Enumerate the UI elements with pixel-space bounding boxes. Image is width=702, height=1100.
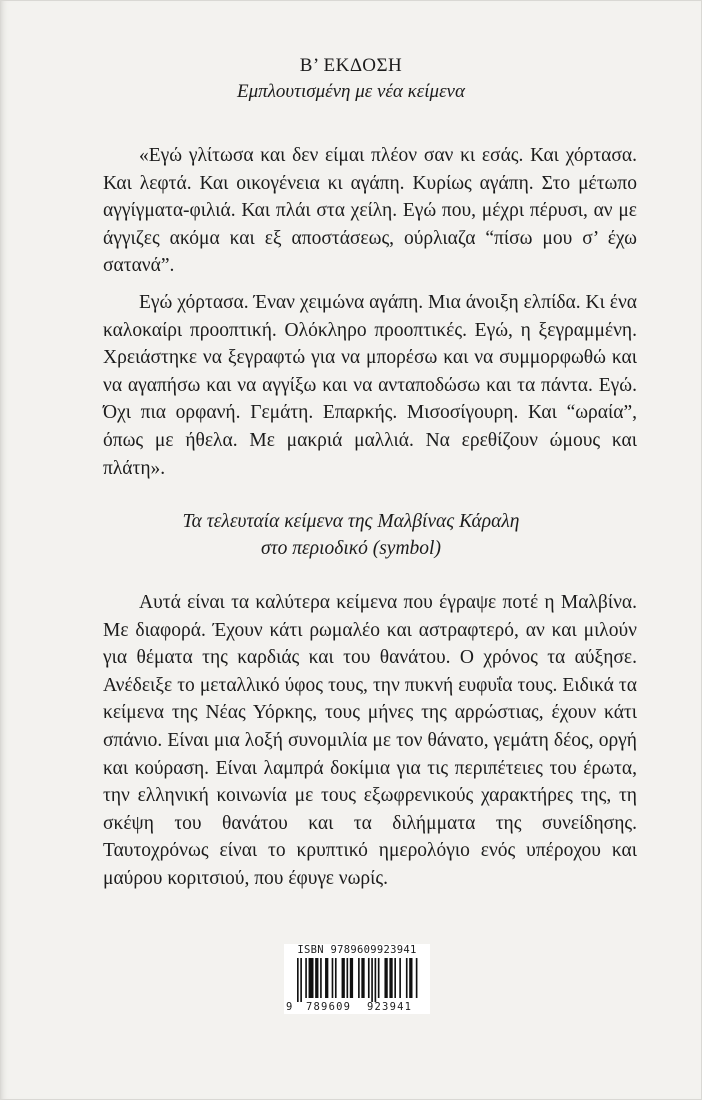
barcode-bar [416, 958, 418, 998]
barcode-bar [320, 958, 322, 998]
barcode-bars [287, 958, 427, 1002]
description-paragraph: Αυτά είναι τα καλύτερα κείμενα που έγραψε ποτέ η Μαλβίνα. Με διαφορά. Έχουν κάτι ρωμαλέο και αστραφτερό, αν και μιλούν για θέματα της καρδιάς και του θανάτου. Ο χρόνος τα αύξησε. Ανέδειξε το μεταλλικό ύφος τους, την πυκνή ευφυΐα τους. Ειδικά τα κείμενα της Νέας Υόρκης, τους μήνες της αρρώστιας, έχουν κάτι σπάνιο. Είναι μια λοξή συνομιλία με τον θάνατο, γεμάτη δέος, οργή και κούραση. Είναι λαμπρά δοκίμια για τις περιπέτειες του έρωτα, την ελληνική κοινωνία με τους εξωφρενικούς χαρακτήρες της, τη σκέψη του θανάτου και τα διλήμματα της συνείδησης. Ταυτοχρόνως είναι το κρυπτικό ημερολόγιο ενός υπέροχου και μαύρου κοριτσιού, που έφυγε νωρίς. [103, 592, 637, 889]
barcode-bar [361, 958, 364, 998]
barcode-bar [368, 958, 370, 998]
barcode-bar [315, 958, 318, 998]
isbn-barcode [284, 944, 430, 1014]
book-description [103, 589, 637, 893]
barcode-bar [389, 958, 392, 998]
barcode-bar [297, 958, 299, 1002]
barcode-bar [309, 958, 314, 998]
barcode-digit-first: 9 [286, 1001, 294, 1013]
barcode-bar [394, 958, 396, 998]
isbn-label: ISBN 9789609923941 [297, 944, 417, 956]
barcode-digits-right: 923941 [367, 1001, 413, 1013]
barcode-bar [371, 958, 373, 1002]
edition-header [0, 53, 702, 105]
barcode-digits-left: 789609 [306, 1001, 352, 1013]
section-heading-line-1: Τα τελευταία κείμενα της Μαλβίνας Κάραλη [182, 511, 520, 532]
edition-subtitle: Εμπλουτισμένη με νέα κείμενα [237, 81, 465, 102]
barcode-bar [332, 958, 334, 998]
quote-paragraph-1: «Εγώ γλίτωσα και δεν είμαι πλέον σαν κι εσάς. Και χόρτασα. Και λεφτά. Και οικογένεια κι αγάπη. Κυρίως αγάπη. Στο μέτωπο αγγίγματα-φιλιά. Και πλάι στα χείλη. Εγώ που, μέχρι πέρυσι, αν με άγγιζες ακόμα και εξ αποστάσεως, ούρλιαζα “πίσω μου σ’ έχω σατανά”. [103, 145, 637, 277]
barcode-bar [399, 958, 401, 998]
barcode-bar [375, 958, 377, 1002]
barcode-bar [325, 958, 328, 998]
barcode-bar [409, 958, 412, 998]
barcode-bar [342, 958, 345, 998]
barcode-bar [358, 958, 360, 998]
barcode-bar [406, 958, 408, 998]
barcode-bar [305, 958, 307, 998]
barcode-bar [350, 958, 353, 998]
quote-paragraph-2: Εγώ χόρτασα. Έναν χειμώνα αγάπη. Μια άνοιξη ελπίδα. Κι ένα καλοκαίρι προοπτική. Ολόκληρο προοπτικές. Εγώ, η ξεγραμμένη. Χρειάστηκε να ξεγραφτώ για να μπορέσω και να συμμορφωθώ και να αγαπήσω και να αγγίξω και να ανταποδώσω και τα πάντα. Εγώ. Όχι πια ορφανή. Γεμάτη. Επαρκής. Μισοσίγουρη. Και “ωραία”, όπως με ήθελα. Με μακριά μαλλιά. Να ερεθίζουν ώμους και πλάτη». [103, 291, 637, 479]
section-heading-line-2: στο περιοδικό (symbol) [261, 538, 441, 559]
section-heading [0, 508, 702, 562]
barcode-bar [300, 958, 302, 1002]
barcode-bar [347, 958, 349, 998]
barcode-bar [378, 958, 380, 998]
barcode-bar [335, 958, 337, 998]
edition-title: Β’ ΕΚΔΟΣΗ [299, 55, 403, 76]
excerpt-quote [103, 142, 637, 482]
barcode-bar [384, 958, 387, 998]
